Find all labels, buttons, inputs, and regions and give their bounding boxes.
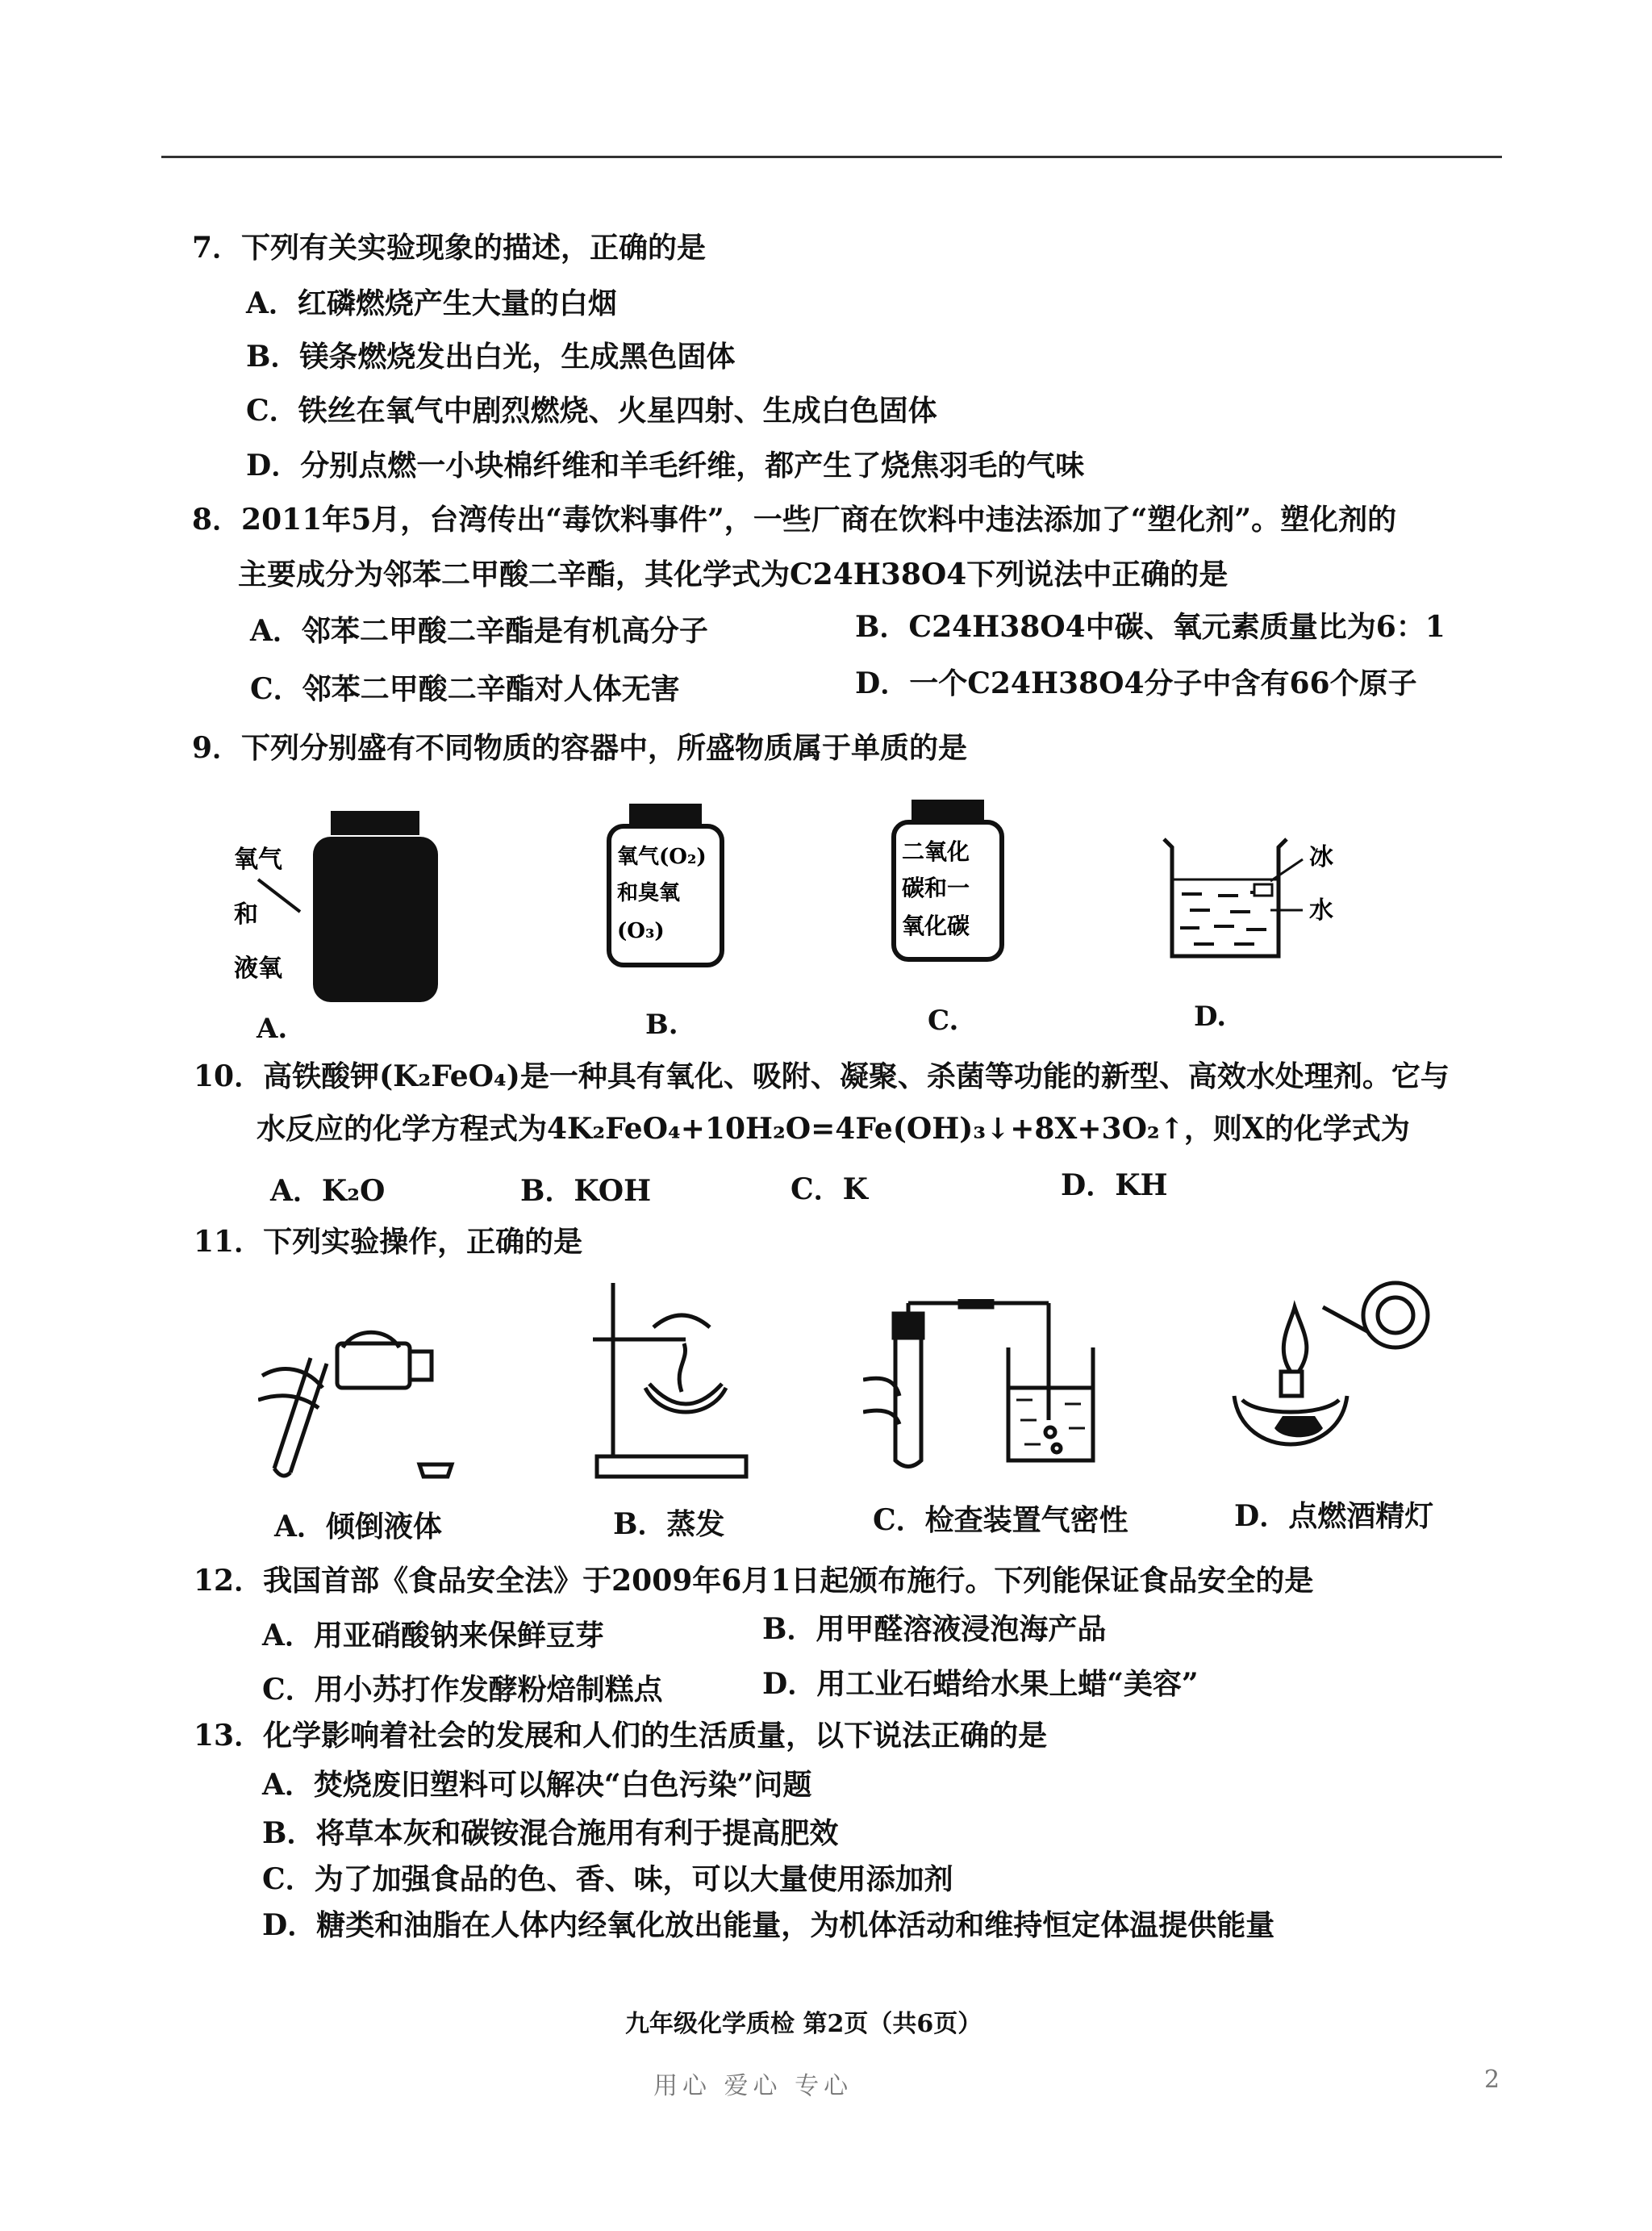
question-7-option-a: A．红磷燃烧产生大量的白烟 — [246, 286, 617, 320]
figure-9c-line2: 碳和一 — [902, 875, 970, 901]
question-11-option-b: B．蒸发 — [613, 1507, 725, 1541]
page-footer: 九年级化学质检 第2页（共6页） — [625, 2010, 982, 2038]
figure-11c-airtightness-check — [863, 1299, 1105, 1481]
question-10-option-b: B．KOH — [520, 1174, 652, 1208]
question-13-option-a: A．焚烧废旧塑料可以解决“白色污染”问题 — [262, 1768, 812, 1802]
figure-9d-beaker-ice-water — [1158, 831, 1355, 968]
figure-11a-pouring-liquid — [258, 1319, 476, 1481]
question-8-stem-line1: 8．2011年5月，台湾传出“毒饮料事件”，一些厂商在饮料中违法添加了“塑化剂”。塑化剂的 — [192, 503, 1397, 537]
figure-9a-label-and: 和 — [234, 900, 258, 929]
question-7-option-d: D．分别点燃一小块棉纤维和羊毛纤维，都产生了烧焦羽毛的气味 — [246, 449, 1085, 483]
question-12-option-a: A．用亚硝酸钠来保鲜豆芽 — [262, 1619, 604, 1652]
question-10-option-a: A．K₂O — [270, 1174, 386, 1208]
question-13-stem: 13．化学影响着社会的发展和人们的生活质量，以下说法正确的是 — [194, 1719, 1048, 1753]
question-10-option-c: C．K — [791, 1172, 868, 1206]
question-11-option-d: D．点燃酒精灯 — [1234, 1499, 1434, 1533]
figure-9b-line2: 和臭氧 — [617, 881, 681, 905]
figure-9b-line1: 氧气(O₂) — [617, 845, 707, 869]
question-7-option-b: B．镁条燃烧发出白光，生成黑色固体 — [246, 340, 736, 374]
question-12-stem: 12．我国首部《食品安全法》于2009年6月1日起颁布施行。下列能保证食品安全的是 — [194, 1564, 1314, 1598]
question-13-option-d: D．糖类和油脂在人体内经氧化放出能量，为机体活动和维持恒定体温提供能量 — [262, 1908, 1275, 1942]
question-12-option-c: C．用小苏打作发酵粉焙制糕点 — [262, 1673, 663, 1707]
question-7-option-c: C．铁丝在氧气中剧烈燃烧、火星四射、生成白色固体 — [246, 394, 937, 428]
question-13-option-c: C．为了加强食品的色、香、味，可以大量使用添加剂 — [262, 1862, 953, 1896]
figure-9d-letter: D. — [1194, 1001, 1227, 1033]
figure-9b-letter: B. — [645, 1009, 678, 1041]
figure-9d-label-ice: 冰 — [1309, 843, 1333, 871]
question-11-stem: 11．下列实验操作，正确的是 — [194, 1225, 583, 1259]
question-12-option-d: D．用工业石蜡给水果上蜡“美容” — [762, 1667, 1199, 1701]
question-8-option-b: B．C24H38O4中碳、氧元素质量比为6：1 — [855, 610, 1446, 644]
question-10-stem-line1: 10．高铁酸钾(K₂FeO₄)是一种具有氧化、吸附、凝聚、杀菌等功能的新型、高效水处理剂。它与 — [194, 1059, 1450, 1093]
figure-9d-label-water: 水 — [1309, 896, 1333, 925]
question-13-option-b: B．将草本灰和碳铵混合施用有利于提高肥效 — [262, 1816, 839, 1850]
figure-9a-label-oxygen: 氧气 — [234, 846, 282, 874]
question-8-option-c: C．邻苯二甲酸二辛酯对人体无害 — [250, 672, 680, 706]
figure-11b-evaporation-setup — [589, 1279, 754, 1485]
figure-9a-label-liquid-oxygen: 液氧 — [234, 955, 282, 983]
question-9-stem: 9．下列分别盛有不同物质的容器中，所盛物质属于单质的是 — [192, 731, 968, 765]
question-7-stem: 7．下列有关实验现象的描述，正确的是 — [192, 231, 707, 265]
figure-9c-letter: C. — [928, 1005, 959, 1037]
question-12-option-b: B．用甲醛溶液浸泡海产品 — [762, 1612, 1107, 1646]
page-mark: 2 — [1484, 2066, 1500, 2094]
question-11-option-a: A．倾倒液体 — [274, 1510, 442, 1544]
figure-9a-bottle-liquid-oxygen — [226, 803, 444, 1045]
question-10-stem-line2: 水反应的化学方程式为4K₂FeO₄+10H₂O=4Fe(OH)₃↓+8X+3O₂↑，则X的化学式为 — [257, 1112, 1410, 1146]
figure-9b-line3: (O₃) — [617, 919, 665, 943]
top-rule — [161, 156, 1502, 158]
question-11-option-c: C．检查装置气密性 — [873, 1503, 1128, 1537]
footer-watermark: 用心 爱心 专心 — [653, 2072, 853, 2100]
question-8-option-a: A．邻苯二甲酸二辛酯是有机高分子 — [250, 614, 708, 648]
figure-9c-line3: 氧化碳 — [902, 913, 970, 939]
figure-9b-bottle-oxygen-ozone — [601, 799, 730, 976]
figure-9c-bottle-co2-co — [887, 795, 1008, 972]
question-8-stem-line2: 主要成分为邻苯二甲酸二辛酯，其化学式为C24H38O4下列说法中正确的是 — [238, 558, 1229, 591]
question-8-option-d: D．一个C24H38O4分子中含有66个原子 — [855, 666, 1417, 700]
question-10-option-d: D．KH — [1061, 1168, 1168, 1202]
figure-11d-lighting-alcohol-lamp — [1226, 1275, 1444, 1469]
figure-9a-letter: A. — [257, 1013, 288, 1045]
figure-9c-line1: 二氧化 — [902, 838, 970, 865]
